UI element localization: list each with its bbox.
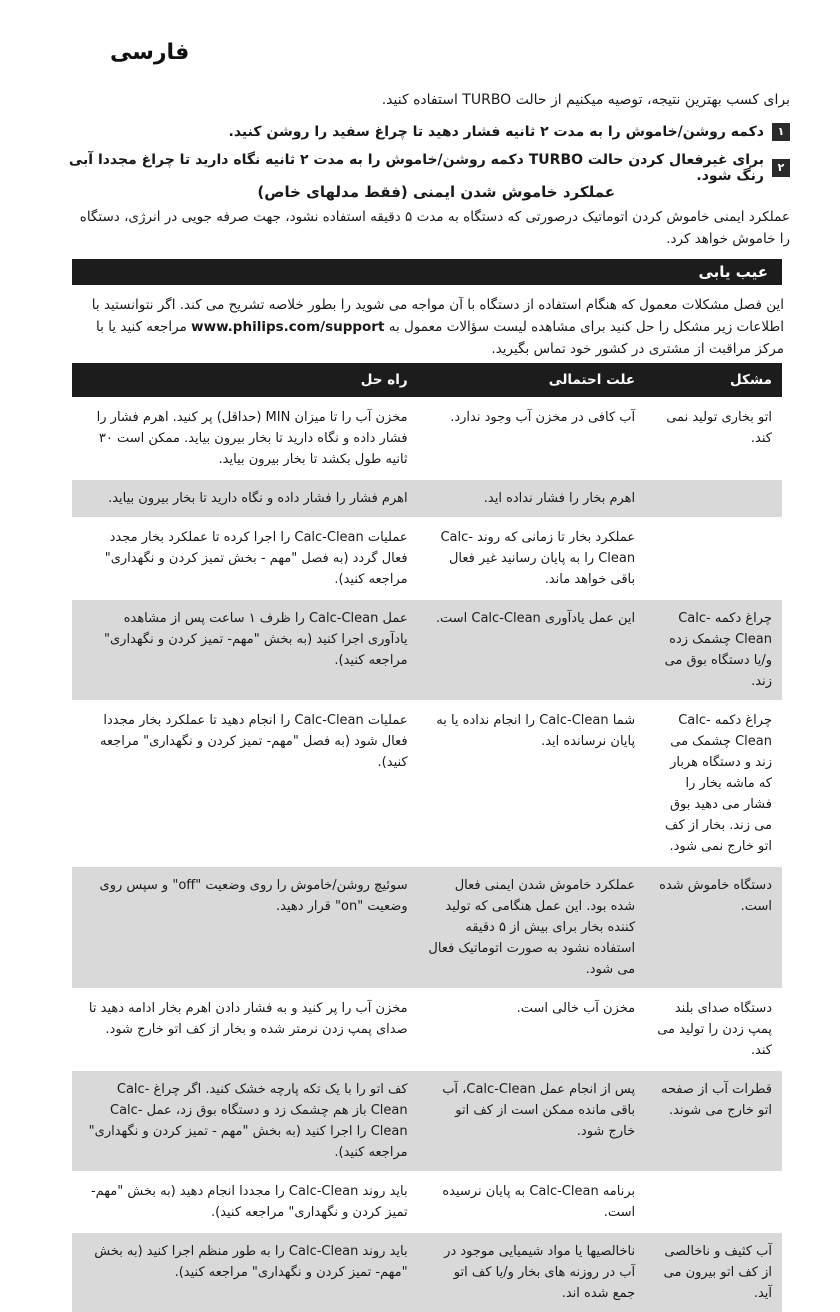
table-row (72, 1172, 782, 1232)
cell-problem: آب کثیف و ناخالصی از کف اتو بیرون می آید. (645, 1232, 782, 1312)
table-row (72, 479, 782, 518)
header-cause: علت احتمالی (418, 363, 646, 398)
table-row (72, 1070, 782, 1172)
cell-cause: آب کافی در مخزن آب وجود ندارد. (418, 398, 646, 479)
troubleshooting-intro-end: مراجعه کنید یا با مرکز مراقبت از مشتری در کشور خود تماس بگیرید. (96, 319, 784, 357)
step-number-2: ۲ (772, 159, 790, 177)
troubleshooting-heading: عیب یابی (72, 259, 782, 285)
cell-solution: اهرم فشار را فشار داده و نگاه دارید تا بخار بیرون بیاید. (72, 479, 418, 518)
cell-solution: کف اتو را با یک تکه پارچه خشک کنید. اگر چراغ Calc-Clean باز هم چشمک زد و دستگاه بوق زد، عمل Calc-Clean را اجرا کنید (به بخش "مهم - تمیز کردن و نگهداری" مراجعه کنید). (72, 1070, 418, 1172)
table-row (72, 1232, 782, 1312)
cell-cause: این عمل یادآوری Calc-Clean است. (418, 599, 646, 701)
cell-problem: دستگاه صدای بلند پمپ زدن را تولید می کند. (645, 989, 782, 1070)
troubleshooting-intro-start: این فصل مشکلات معمول که هنگام استفاده از دستگاه با آن مواجه می شوید را بطور خلاصه تشریح می کند. اگر نتوانستید با اطلاعات زیر مشکل را حل کنید برای مشاهده لیست سؤالات معمول به (91, 297, 784, 335)
table-row (72, 398, 782, 479)
cell-cause: برنامه Calc-Clean به پایان نرسیده است. (418, 1172, 646, 1232)
safety-shutoff-heading: عملکرد خاموش شدن ایمنی (فقط مدلهای خاص) (257, 183, 615, 201)
cell-problem: قطرات آب از صفحه اتو خارج می شوند. (645, 1070, 782, 1172)
cell-solution: عمل Calc-Clean را ظرف ۱ ساعت پس از مشاهده یادآوری اجرا کنید (به بخش "مهم- تمیز کردن و نگهداری" مراجعه کنید). (72, 599, 418, 701)
cell-cause: عملکرد بخار تا زمانی که روند Calc-Clean را به پایان رسانید غیر فعال باقی خواهد ماند. (418, 518, 646, 599)
troubleshooting-table (72, 363, 782, 1312)
table-row (72, 866, 782, 989)
header-problem: مشکل (645, 363, 782, 398)
cell-cause: اهرم بخار را فشار نداده اید. (418, 479, 646, 518)
step-text-1: دکمه روشن/خاموش را به مدت ۲ ثانیه فشار دهید تا چراغ سفید را روشن کنید. (228, 124, 764, 140)
troubleshooting-intro (72, 294, 784, 360)
support-link[interactable]: www.philips.com/support (191, 319, 385, 335)
cell-solution: مخزن آب را پر کنید و به فشار دادن اهرم بخار ادامه دهید تا صدای پمپ زدن نرمتر شده و بخار از کف اتو خارج شود. (72, 989, 418, 1070)
cell-cause: ناخالصیها یا مواد شیمیایی موجود در آب در روزنه های بخار و/یا کف اتو جمع شده اند. (418, 1232, 646, 1312)
cell-problem: اتو بخاری تولید نمی کند. (645, 398, 782, 479)
table-row (72, 518, 782, 599)
table-row (72, 599, 782, 701)
cell-solution: باید روند Calc-Clean را به طور منظم اجرا کنید (به بخش "مهم- تمیز کردن و نگهداری" مراجعه کنید). (72, 1232, 418, 1312)
cell-cause: شما Calc-Clean را انجام نداده یا به پایان نرسانده اید. (418, 701, 646, 866)
cell-problem (645, 518, 782, 599)
cell-solution: عملیات Calc-Clean را اجرا کرده تا عملکرد بخار مجدد فعال گردد (به فصل "مهم - بخش تمیز کردن و نگهداری" مراجعه کنید). (72, 518, 418, 599)
cell-problem (645, 479, 782, 518)
step-text-2: برای غیرفعال کردن حالت TURBO دکمه روشن/خاموش را به مدت ۲ ثانیه نگاه دارید تا چراغ مجددا آبی رنگ شود. (68, 152, 764, 184)
table-row (72, 989, 782, 1070)
table-header-row (72, 363, 782, 398)
step-number-1: ۱ (772, 123, 790, 141)
table-row (72, 701, 782, 866)
cell-cause: مخزن آب خالی است. (418, 989, 646, 1070)
cell-problem: دستگاه خاموش شده است. (645, 866, 782, 989)
cell-problem: چراغ دکمه Calc-Clean چشمک زده و/یا دستگاه بوق می زند. (645, 599, 782, 701)
cell-solution: مخزن آب را تا میزان MIN (حداقل) پر کنید. اهرم فشار را فشار داده و نگاه دارید تا بخار بیرون بیاید. ممکن است ۳۰ ثانیه طول بکشد تا بخار بیرون بیاید. (72, 398, 418, 479)
cell-cause: پس از انجام عمل Calc-Clean، آب باقی مانده ممکن است از کف اتو خارج شود. (418, 1070, 646, 1172)
safety-shutoff-text: عملکرد ایمنی خاموش کردن اتوماتیک درصورتی که دستگاه به مدت ۵ دقیقه استفاده نشود، جهت صرفه جویی در انرژی، دستگاه را خاموش خواهد کرد. (79, 209, 790, 247)
turbo-intro-text: برای کسب بهترین نتیجه، توصیه میکنیم از حالت TURBO استفاده کنید. (381, 92, 790, 108)
cell-solution: عملیات Calc-Clean را انجام دهید تا عملکرد بخار مجددا فعال شود (به فصل "مهم- تمیز کردن و نگهداری" مراجعه کنید). (72, 701, 418, 866)
cell-solution: سوئیچ روشن/خاموش را روی وضعیت "off" و سپس روی وضعیت "on" قرار دهید. (72, 866, 418, 989)
cell-solution: باید روند Calc-Clean را مجددا انجام دهید (به بخش "مهم- تمیز کردن و نگهداری" مراجعه کنید). (72, 1172, 418, 1232)
cell-cause: عملکرد خاموش شدن ایمنی فعال شده بود. این عمل هنگامی که تولید کننده بخار برای بیش از ۵ دقیقه استفاده نشود به صورت اتوماتیک فعال می شود. (418, 866, 646, 989)
cell-problem (645, 1172, 782, 1232)
header-solution: راه حل (72, 363, 418, 398)
language-heading: فارسی (110, 40, 190, 65)
cell-problem: چراغ دکمه Calc-Clean چشمک می زند و دستگاه هربار که ماشه بخار را فشار می دهید بوق می زند. بخار از کف اتو خارج نمی شود. (645, 701, 782, 866)
step-2 (50, 152, 790, 184)
step-1 (50, 123, 790, 141)
